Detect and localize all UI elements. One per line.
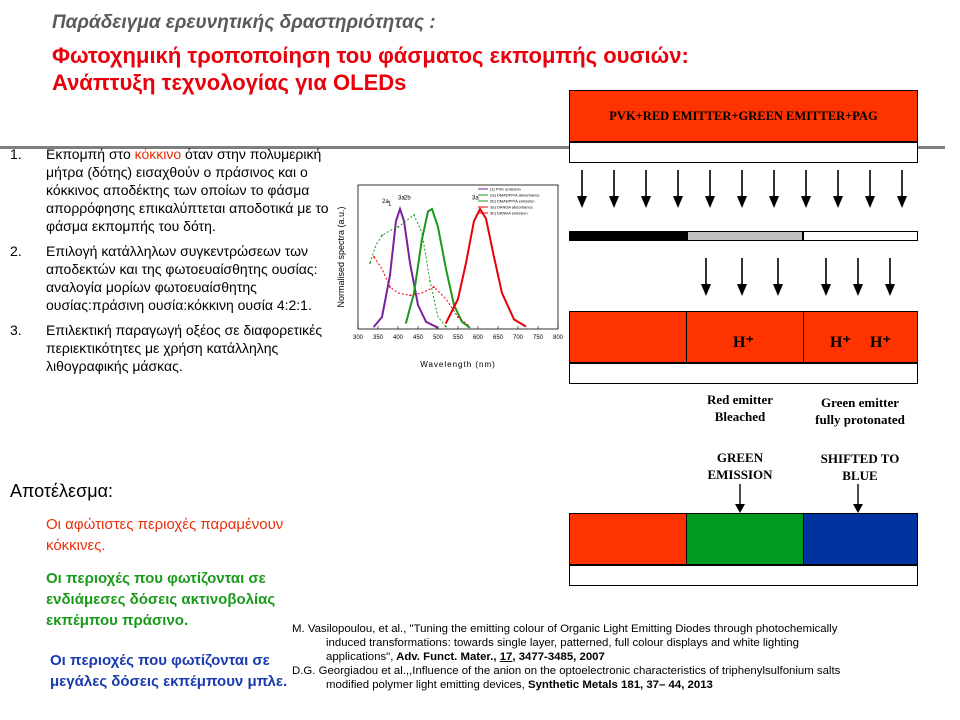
chart-point: [389, 274, 391, 276]
chart-peak-label: 1: [388, 201, 392, 208]
uv-arrow-head: [609, 196, 619, 208]
top-emitter-label: PVK+RED EMITTER+GREEN EMITTER+PAG: [609, 109, 878, 123]
uv-arrow-head: [853, 284, 863, 296]
chart-point: [445, 268, 447, 270]
chart-point: [421, 238, 423, 240]
chart-point: [405, 322, 407, 324]
uv-arrow-head: [773, 284, 783, 296]
middle-substrate: [569, 363, 918, 384]
chart-x-tick-label: 300: [352, 335, 364, 341]
chart-series-line: [370, 215, 446, 327]
exposed-layer-high: [803, 311, 918, 363]
page-title-line2: Ανάπτυξη τεχνολογίας για OLEDs: [52, 70, 407, 95]
list-text-pre: Εκπομπή στο: [46, 146, 135, 162]
result-blue: Οι περιοχές που φωτίζονται σε μεγάλες δόσεις εκπέμπουν μπλε.: [50, 652, 288, 690]
uv-arrow-head: [705, 196, 715, 208]
uv-arrow-head: [673, 196, 683, 208]
ref2-line1: D.G. Georgiadou et al.,,Influence of the anion on the optoelectronic characteristics of triphenylsulfonium salts: [292, 665, 841, 677]
uv-arrow-head: [641, 196, 651, 208]
ref1-journal: Adv. Funct. Mater.,: [393, 651, 500, 663]
chart-point: [373, 256, 375, 258]
bottom-substrate: [569, 565, 918, 586]
chart-point: [493, 256, 495, 258]
chart-point: [381, 235, 383, 237]
chart-peak-label: 2b: [404, 195, 411, 202]
chart-x-tick-label: 450: [412, 335, 424, 341]
chart-point: [369, 262, 371, 264]
uv-arrows-bottom: [570, 256, 920, 306]
chart-xlabel: Wavelength (nm): [420, 360, 496, 369]
result-title: Αποτέλεσμα:: [10, 481, 113, 501]
chart-point: [433, 286, 435, 288]
uv-arrow-head: [821, 284, 831, 296]
ref2-journal: Synthetic Metals 181, 37– 44, 2013: [527, 679, 713, 691]
uv-arrow-head: [885, 284, 895, 296]
references: [292, 622, 952, 692]
chart-peak-label: 3a: [472, 195, 479, 202]
subtitle: Παράδειγμα ερευνητικής δραστηριότητας :: [52, 12, 436, 33]
chart-x-tick-label: 650: [492, 335, 504, 341]
chart-legend-entry: 3b) DANDA emission: [490, 210, 528, 216]
chart-point: [513, 319, 515, 321]
ref1-text: applications",: [326, 651, 394, 663]
list-text: Επιλογή κατάλληλων συγκεντρώσεων των αποδεκτών και της φωτοευαίσθητης ουσίας: αναλογία μορίων φωτοευαίσθητης ουσίας:πράσινη ουσία:κόκκινη ουσία 4:2:1.: [46, 243, 318, 313]
uv-arrow-head: [737, 284, 747, 296]
proton-label-2: H⁺: [830, 334, 851, 351]
chart-point: [373, 326, 375, 328]
result-red: Οι αφώτιστες περιοχές παραμένουν κόκκινες.: [46, 516, 284, 554]
list-item: [10, 145, 350, 235]
list-text: Επιλεκτική παραγωγή οξέος σε διαφορετικές περιεκτικότητες με χρήση κατάλληλης λιθογραφικής μάσκας.: [46, 322, 323, 374]
uv-arrow-head: [897, 196, 907, 208]
green-emission-label: [690, 449, 790, 483]
ref2-text: modified polymer light emitting devices,: [326, 679, 528, 691]
shifted-blue-label-1: SHIFTED TO: [820, 451, 900, 466]
chart-point: [409, 262, 411, 264]
chart-series-line: [406, 209, 470, 328]
chart-point: [425, 321, 427, 323]
list-text-post: όταν στην πολυμερική μήτρα (δότης) εισαχθούν ο πράσινος και ο κόκκινος αποδέκτης των οποίων το φάσμα απορρόφησης επικαλύπτεται αποδοτικά με το φάσμα εκπομπής του δότη.: [46, 146, 329, 234]
chart-point: [397, 226, 399, 228]
list-item: [10, 242, 350, 314]
chart-legend-entry: 2a) DMADPP/A absorbance: [490, 192, 540, 198]
chart-legend-entry: (1) PVK emission: [490, 186, 521, 192]
chart-point: [429, 280, 431, 282]
chart-legend-entry: 2b) DMADPP/A emission: [490, 198, 535, 204]
mask-black: [569, 231, 687, 241]
chart-x-tick-label: 500: [432, 335, 444, 341]
chart-point: [409, 295, 411, 297]
list-number: 1.: [10, 146, 22, 162]
proton-label-1: H⁺: [733, 334, 754, 351]
exposed-layer-mid: [686, 311, 804, 363]
chart-point: [445, 322, 447, 324]
chart-point: [465, 262, 467, 264]
shifted-blue-label: [800, 450, 920, 484]
uv-arrow-head: [701, 284, 711, 296]
list-number: 3.: [10, 322, 22, 338]
uv-arrow-head: [737, 196, 747, 208]
green-emission-label-1: GREEN: [716, 450, 764, 465]
chart-x-tick-label: 550: [452, 335, 464, 341]
steps-list: [10, 145, 350, 382]
chart-x-tick-label: 800: [552, 335, 564, 341]
chart-point: [461, 321, 463, 323]
uv-arrow-head: [577, 196, 587, 208]
uv-arrow-head: [833, 196, 843, 208]
page-title-line1: Φωτοχημική τροποποίηση του φάσματος εκπομπής ουσιών:: [52, 43, 689, 68]
green-emitter-label-1: Green emitter: [820, 395, 900, 410]
top-substrate: [569, 142, 918, 163]
chart-legend-entry: 3a) DANDA absorbance: [490, 204, 533, 210]
chart-point: [389, 286, 391, 288]
chart-point: [457, 316, 459, 318]
ref1-line2: induced transformations: towards single layer, patterned, full colour displays and white lighting: [326, 637, 799, 649]
final-red-pixel: [569, 513, 687, 565]
red-emitter-label-2: Bleached: [714, 409, 766, 424]
emission-arrows: [730, 484, 870, 514]
list-text: [46, 145, 350, 235]
shifted-blue-label-2: BLUE: [842, 468, 878, 483]
chart-series-line: [446, 209, 526, 327]
top-emitter-layer: [569, 90, 918, 142]
result-green: Οι περιοχές που φωτίζονται σε ενδιάμεσες δόσεις ακτινοβολίας εκπέμπου πράσινο.: [46, 570, 276, 629]
final-blue-pixel: [803, 513, 918, 565]
ref1-volume: 17: [499, 651, 513, 663]
red-emitter-label: [690, 391, 790, 425]
uv-arrows-top: [570, 168, 920, 218]
green-emitter-label-2: fully protonated: [815, 412, 905, 427]
chart-point: [413, 214, 415, 216]
green-emission-label-2: EMISSION: [707, 467, 773, 482]
page-title: [52, 42, 689, 96]
chart-point: [479, 208, 481, 210]
chart-x-tick-label: 350: [372, 335, 384, 341]
chart-x-tick-label: 750: [532, 335, 544, 341]
mask-gray: [687, 231, 803, 241]
chart-x-tick-label: 400: [392, 335, 404, 341]
ref1-line1: M. Vasilopoulou, et al., "Tuning the emitting colour of Organic Light Emitting Diodes through photochemically: [292, 623, 838, 635]
proton-label-3: H⁺: [870, 334, 891, 351]
chart-point: [431, 208, 433, 210]
ref1-pages: , 3477-3485, 2007: [512, 651, 605, 663]
list-item: [10, 321, 350, 375]
spectra-chart: [330, 175, 570, 375]
final-green-pixel: [686, 513, 804, 565]
chart-ylabel: Normalised spectra (a.u.): [336, 206, 346, 308]
list-number: 2.: [10, 243, 22, 259]
chart-x-tick-label: 700: [512, 335, 524, 341]
chart-peak-label: 2a: [382, 199, 389, 205]
list-text-highlight: κόκκινο: [134, 146, 182, 162]
chart-point: [445, 326, 447, 328]
red-emitter-label-1: Red emitter: [706, 392, 774, 407]
exposed-layer-red: [569, 311, 687, 363]
chart-series-line: [374, 257, 470, 327]
ref1-line3: [292, 650, 952, 664]
chart-x-tick-label: 600: [472, 335, 484, 341]
mask-clear: [803, 231, 918, 241]
uv-arrow-head: [801, 196, 811, 208]
ref2-line2: [292, 678, 952, 692]
green-emitter-label: [795, 394, 925, 428]
chart-peak-label: 3a: [398, 195, 405, 202]
chart-point: [399, 208, 401, 210]
uv-arrow-head: [769, 196, 779, 208]
uv-arrow-head: [865, 196, 875, 208]
